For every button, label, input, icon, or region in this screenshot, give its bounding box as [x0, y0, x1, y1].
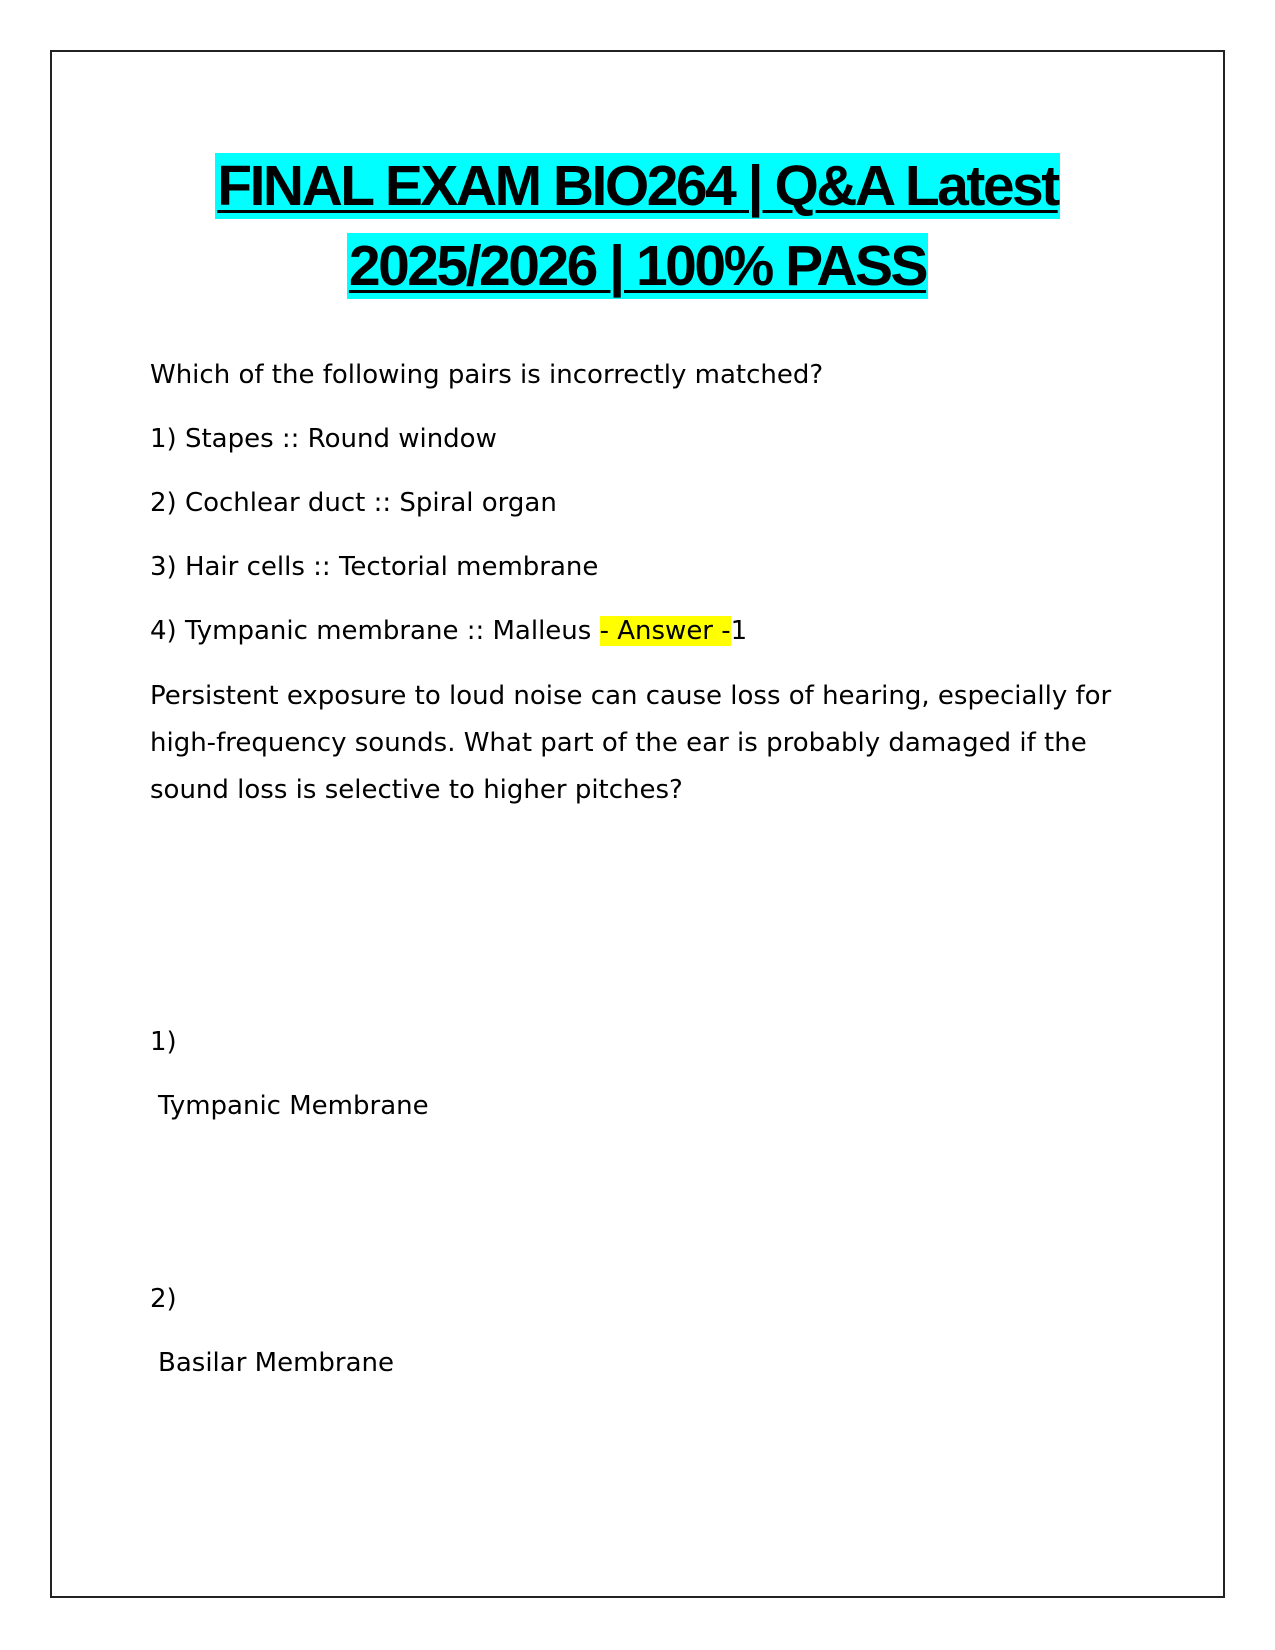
question-2-option-1-text: Tympanic Membrane	[158, 1091, 429, 1121]
title-line-2: 2025/2026 | 100% PASS	[348, 234, 927, 298]
question-1-option-2: 2) Cochlear duct :: Spiral organ	[150, 488, 557, 518]
question-2-option-1-number: 1)	[150, 1027, 177, 1057]
title-line-1: FINAL EXAM BIO264 | Q&A Latest	[217, 154, 1058, 218]
question-1-option-4: 4) Tympanic membrane :: Malleus	[150, 616, 592, 646]
question-1-option-1: 1) Stapes :: Round window	[150, 424, 497, 454]
document-title	[50, 146, 1225, 306]
question-1-prompt: Which of the following pairs is incorrectly matched?	[150, 360, 824, 390]
question-1-option-4-row	[150, 614, 747, 648]
question-1-option-3: 3) Hair cells :: Tectorial membrane	[150, 552, 599, 582]
answer-value: 1	[730, 616, 748, 646]
question-2-option-2-number: 2)	[150, 1284, 177, 1314]
question-2-prompt: Persistent exposure to loud noise can cause loss of hearing, especially for high-frequency sounds. What part of the ear is probably damaged if the sound loss is selective to higher pitches?	[150, 681, 1112, 805]
answer-marker: - Answer -	[599, 616, 731, 646]
question-2-option-2-text: Basilar Membrane	[158, 1348, 395, 1378]
